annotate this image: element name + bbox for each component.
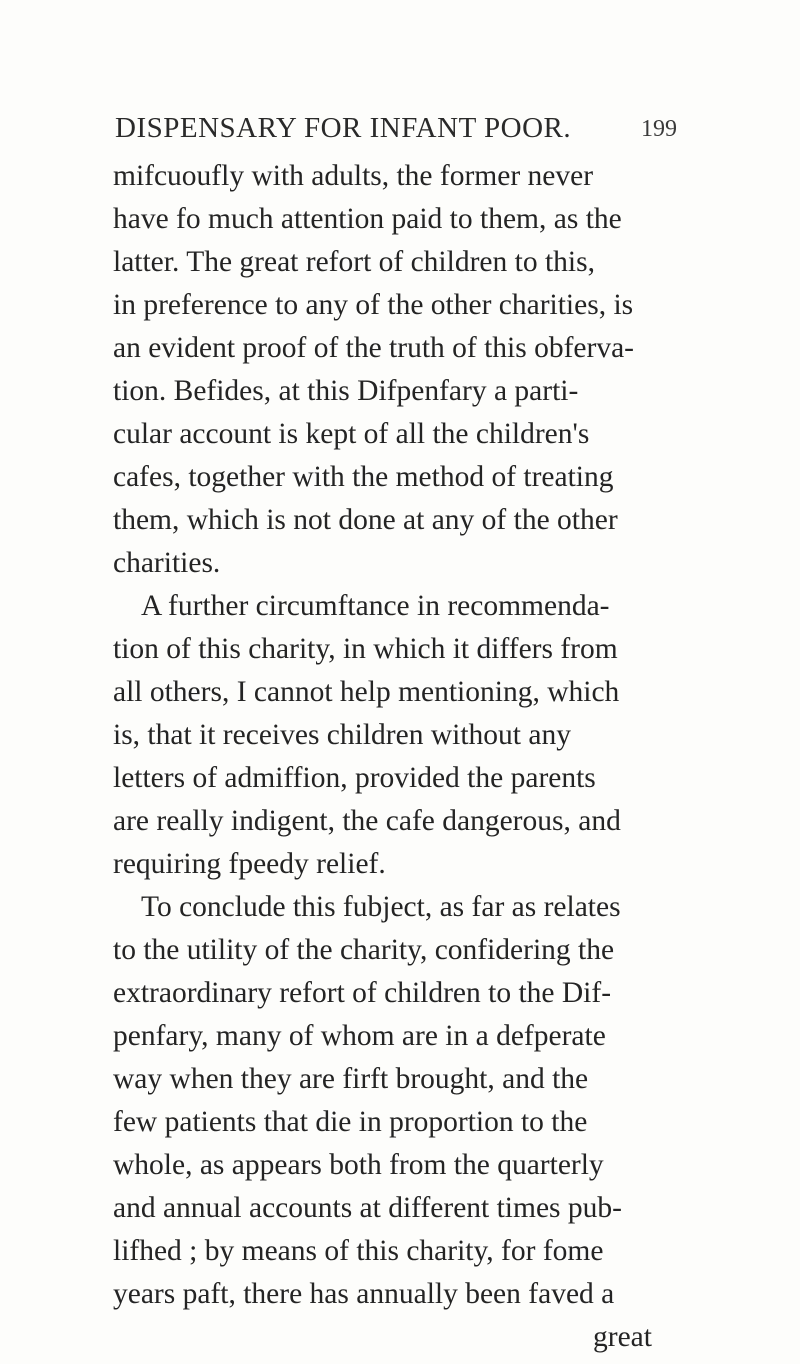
text-line: letters of admiffion, provided the parents	[113, 762, 596, 794]
text-line: penfary, many of whom are in a defperate	[113, 1020, 606, 1052]
text-line: requiring fpeedy relief.	[113, 848, 386, 880]
text-line: are really indigent, the cafe dangerous, and	[113, 805, 621, 837]
page-number: 199	[641, 116, 677, 142]
text-line: in preference to any of the other charities, is	[113, 289, 634, 321]
text-line: years paft, there has annually been faved a	[113, 1278, 615, 1310]
running-head: DISPENSARY FOR INFANT POOR.	[115, 112, 572, 144]
catchword: great	[593, 1321, 652, 1353]
text-line: tion of this charity, in which it differs from	[113, 633, 618, 665]
text-line: whole, as appears both from the quarterly	[113, 1149, 604, 1181]
text-line: is, that it receives children without any	[113, 719, 571, 751]
text-line: have fo much attention paid to them, as the	[113, 203, 622, 235]
text-line: extraordinary refort of children to the Dif-	[113, 977, 612, 1009]
text-line: tion. Befides, at this Difpenfary a parti-	[113, 375, 579, 407]
text-line: lifhed ; by means of this charity, for fome	[113, 1235, 604, 1267]
text-line: charities.	[113, 547, 221, 579]
paragraph-start-line: A further circumftance in recommenda-	[141, 590, 610, 622]
text-line: cular account is kept of all the children's	[113, 418, 590, 450]
text-line: all others, I cannot help mentioning, which	[113, 676, 620, 708]
text-line: cafes, together with the method of treating	[113, 461, 614, 493]
text-line: mifcuoufly with adults, the former never	[113, 160, 594, 192]
text-line: an evident proof of the truth of this obferva-	[113, 332, 635, 364]
text-line: latter. The great refort of children to this,	[113, 246, 595, 278]
text-line: and annual accounts at different times pub-	[113, 1192, 622, 1224]
text-line: few patients that die in proportion to the	[113, 1106, 588, 1138]
paragraph-start-line: To conclude this fubject, as far as relates	[141, 891, 621, 923]
text-line: to the utility of the charity, confidering the	[113, 934, 615, 966]
text-line: them, which is not done at any of the other	[113, 504, 618, 536]
text-line: way when they are firft brought, and the	[113, 1063, 589, 1095]
